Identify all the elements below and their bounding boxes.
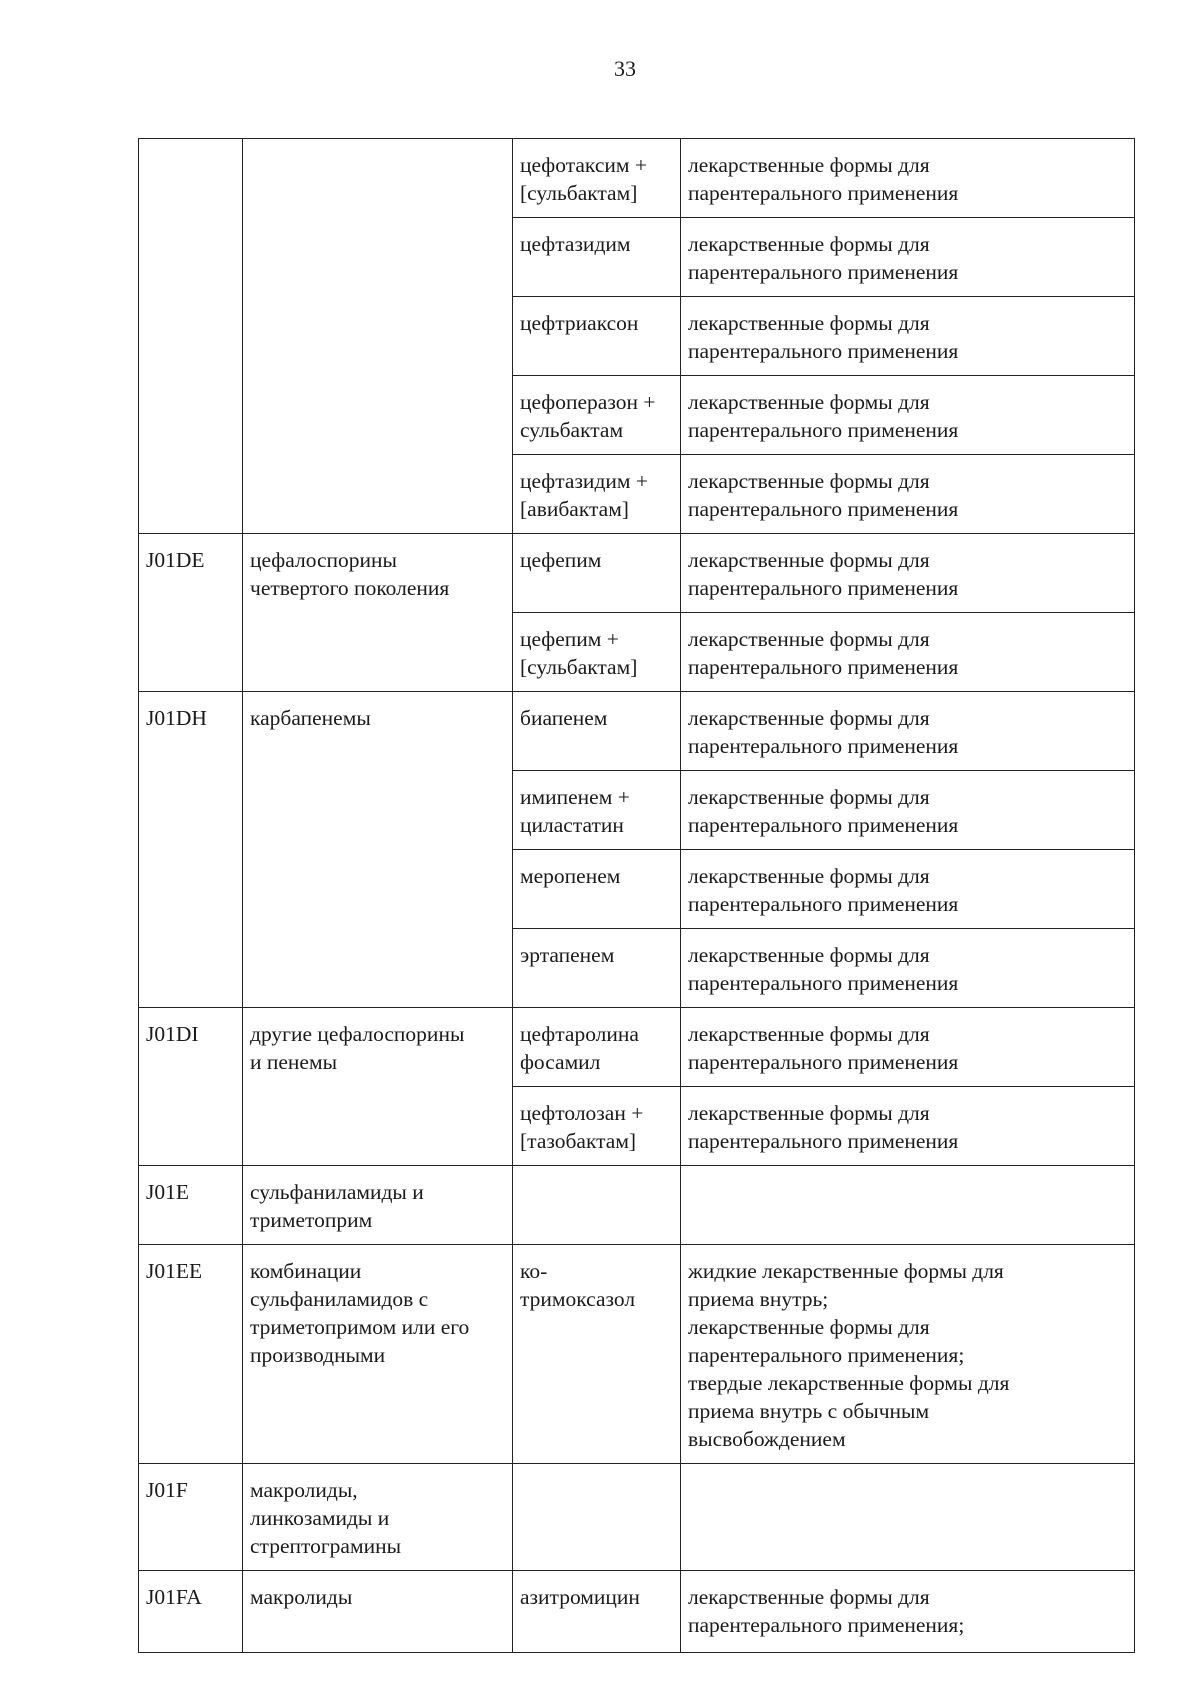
dosage-form-cell: лекарственные формы для парентерального применения xyxy=(681,297,1135,376)
dosage-form-cell: лекарственные формы для парентерального применения xyxy=(681,692,1135,771)
group-name-cell: макролиды, линкозамиды и стрептограмины xyxy=(243,1464,513,1571)
atc-code-cell: J01DI xyxy=(139,1008,243,1166)
dosage-form-cell: лекарственные формы для парентерального применения xyxy=(681,771,1135,850)
drug-name-cell xyxy=(513,1464,681,1571)
dosage-form-cell: лекарственные формы для парентерального применения xyxy=(681,455,1135,534)
atc-code-cell: J01DE xyxy=(139,534,243,692)
dosage-form-cell xyxy=(681,1464,1135,1571)
group-name-cell xyxy=(243,139,513,534)
dosage-form-cell: жидкие лекарственные формы для приема внутрь; лекарственные формы для парентерального применения; твердые лекарственные формы для приема внутрь с обычным высвобождением xyxy=(681,1245,1135,1464)
drug-name-cell: цефтазидим + [авибактам] xyxy=(513,455,681,534)
drug-name-cell: цефтаролина фосамил xyxy=(513,1008,681,1087)
drug-name-cell: меропенем xyxy=(513,850,681,929)
drug-list-table xyxy=(138,138,1135,1653)
atc-code-cell: J01FA xyxy=(139,1571,243,1653)
drug-name-cell: ко- тримоксазол xyxy=(513,1245,681,1464)
group-name-cell: комбинации сульфаниламидов с триметопримом или его производными xyxy=(243,1245,513,1464)
dosage-form-cell: лекарственные формы для парентерального применения xyxy=(681,613,1135,692)
drug-name-cell: эртапенем xyxy=(513,929,681,1008)
dosage-form-cell: лекарственные формы для парентерального применения xyxy=(681,534,1135,613)
drug-name-cell: биапенем xyxy=(513,692,681,771)
dosage-form-cell: лекарственные формы для парентерального применения xyxy=(681,376,1135,455)
drug-name-cell: имипенем + циластатин xyxy=(513,771,681,850)
dosage-form-cell: лекарственные формы для парентерального применения xyxy=(681,1008,1135,1087)
drug-name-cell: цефтазидим xyxy=(513,218,681,297)
dosage-form-cell xyxy=(681,1166,1135,1245)
drug-name-cell: цефтриаксон xyxy=(513,297,681,376)
table-row xyxy=(139,139,1135,218)
dosage-form-cell: лекарственные формы для парентерального применения xyxy=(681,850,1135,929)
dosage-form-cell: лекарственные формы для парентерального применения xyxy=(681,1087,1135,1166)
group-name-cell: цефалоспорины четвертого поколения xyxy=(243,534,513,692)
table-row xyxy=(139,1008,1135,1087)
dosage-form-cell: лекарственные формы для парентерального применения xyxy=(681,139,1135,218)
table-row xyxy=(139,1464,1135,1571)
drug-name-cell: азитромицин xyxy=(513,1571,681,1653)
group-name-cell: другие цефалоспорины и пенемы xyxy=(243,1008,513,1166)
table-row xyxy=(139,1166,1135,1245)
atc-code-cell xyxy=(139,139,243,534)
group-name-cell: макролиды xyxy=(243,1571,513,1653)
atc-code-cell: J01E xyxy=(139,1166,243,1245)
table-row xyxy=(139,1571,1135,1653)
group-name-cell: карбапенемы xyxy=(243,692,513,1008)
table-row xyxy=(139,692,1135,771)
dosage-form-cell: лекарственные формы для парентерального применения; xyxy=(681,1571,1135,1653)
drug-name-cell: цефепим + [сульбактам] xyxy=(513,613,681,692)
atc-code-cell: J01EE xyxy=(139,1245,243,1464)
table-row xyxy=(139,534,1135,613)
page-number: 33 xyxy=(614,56,636,81)
group-name-cell: сульфаниламиды и триметоприм xyxy=(243,1166,513,1245)
dosage-form-cell: лекарственные формы для парентерального применения xyxy=(681,929,1135,1008)
table-row xyxy=(139,1245,1135,1464)
drug-name-cell: цефотаксим + [сульбактам] xyxy=(513,139,681,218)
dosage-form-cell: лекарственные формы для парентерального применения xyxy=(681,218,1135,297)
drug-name-cell: цефтолозан + [тазобактам] xyxy=(513,1087,681,1166)
drug-name-cell xyxy=(513,1166,681,1245)
drug-name-cell: цефепим xyxy=(513,534,681,613)
atc-code-cell: J01F xyxy=(139,1464,243,1571)
drug-name-cell: цефоперазон + сульбактам xyxy=(513,376,681,455)
atc-code-cell: J01DH xyxy=(139,692,243,1008)
